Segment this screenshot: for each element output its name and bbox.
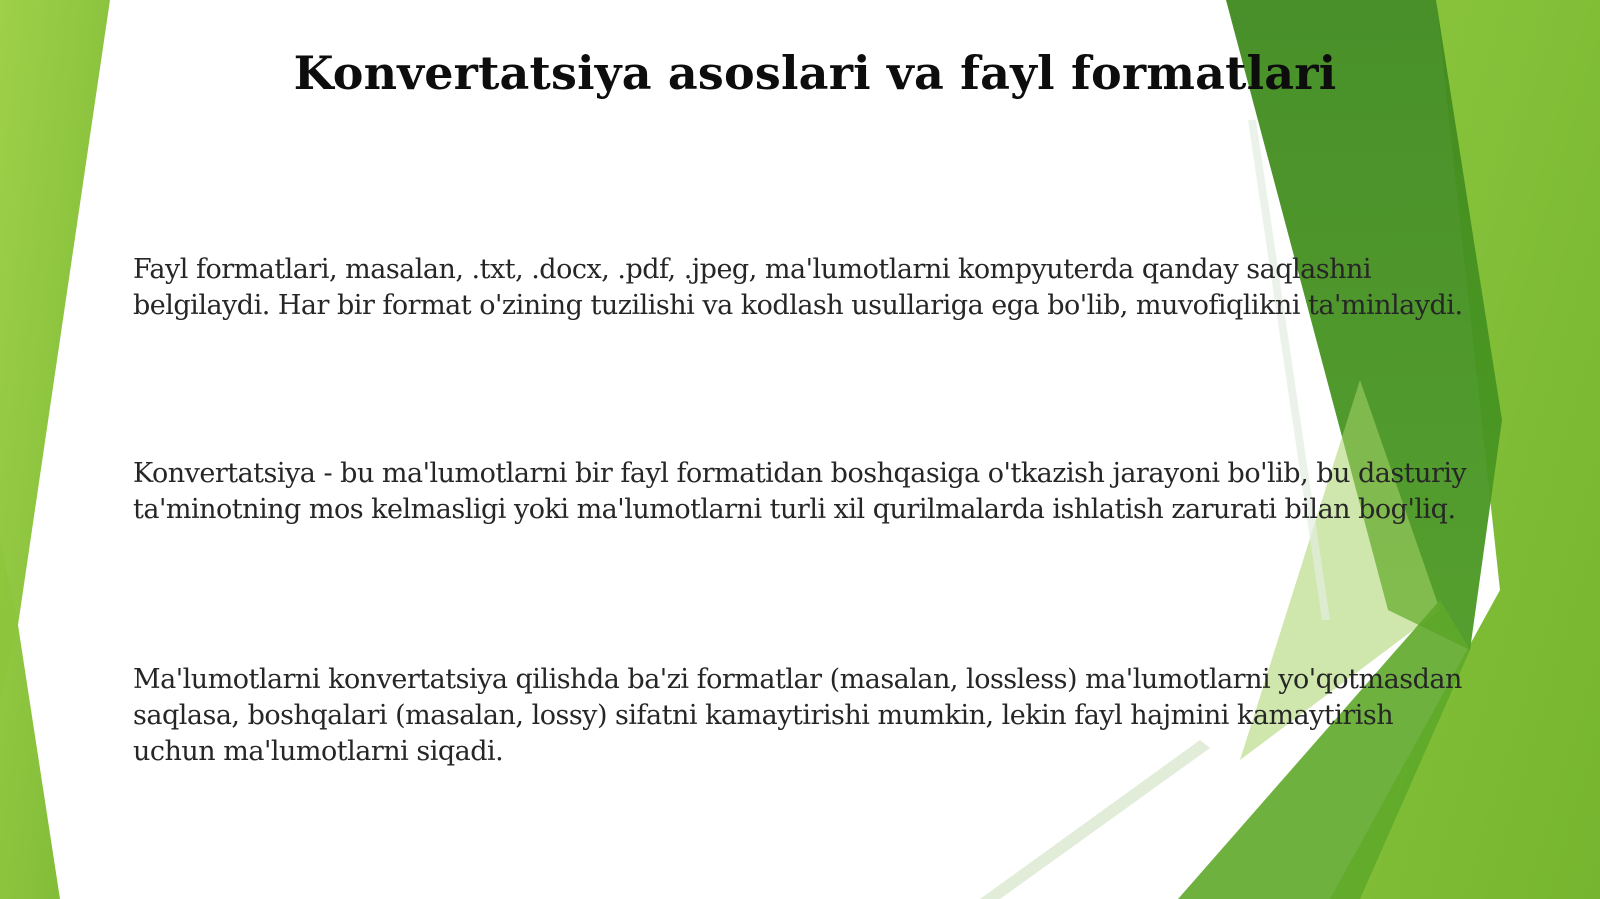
paragraph-lossless-lossy: Ma'lumotlarni konvertatsiya qilishda ba'zi formatlar (masalan, lossless) ma'lumotlarni yo'qotmasdan saqlasa, boshqalari (masalan, lossy) sifatni kamaytirishi mumkin, lekin fayl hajmini kamaytirish uchun ma'lumotlarni siqadi. <box>133 664 1462 767</box>
paragraph-file-formats: Fayl formatlari, masalan, .txt, .docx, .pdf, .jpeg, ma'lumotlarni kompyuterda qanday saqlashni belgilaydi. Har bir format o'zining tuzilishi va kodlash usullariga ega bo'lib, muvofiqlikni ta'minlaydi. <box>133 254 1463 321</box>
paragraph-conversion-definition: Konvertatsiya - bu ma'lumotlarni bir fayl formatidan boshqasiga o'tkazish jarayoni bo'lib, bu dasturiy ta'minotning mos kelmasligi yoki ma'lumotlarni turli xil qurilmalarda ishlatish zarurati bilan bog'liq. <box>133 458 1467 525</box>
slide-title: Konvertatsiya asoslari va fayl formatlari <box>293 46 1337 100</box>
